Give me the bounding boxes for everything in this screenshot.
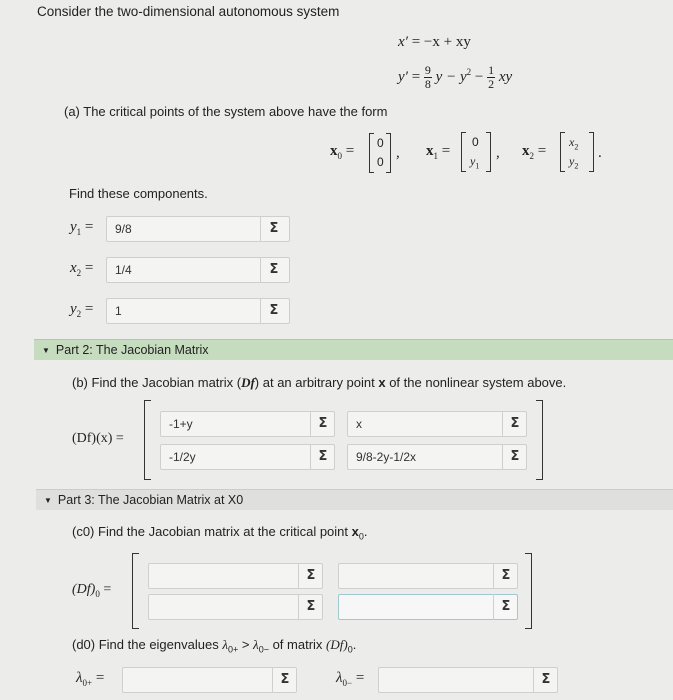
y2-sigma-icon[interactable]: Σ — [269, 303, 279, 318]
x2-comp-label: $x_2$ = — [70, 260, 94, 278]
y1-sigma-icon[interactable]: Σ — [269, 221, 279, 236]
matrix0-right-bracket — [525, 553, 532, 629]
caret-down-icon: ▼ — [44, 495, 52, 505]
part-a-prompt: (a) The critical points of the system above have the form — [64, 104, 388, 119]
x2-vec-top: $x_2$ — [569, 135, 579, 152]
x1-vec-bottom: $y_1$ — [470, 154, 480, 171]
part2-header[interactable]: ▼ Part 2: The Jacobian Matrix — [34, 339, 673, 360]
matrix-left-bracket — [144, 400, 151, 480]
jacobian0-cell-22[interactable] — [338, 594, 518, 620]
part3-d0-prompt: (d0) Find the eigenvalues $\lambda_{0+} > \lambda_{0-}$ of matrix $(Df)_0$. — [72, 637, 357, 655]
jacobian-cell-22[interactable]: 9/8-2y-1/2x — [347, 444, 527, 470]
x2-label: $x_2$ = — [522, 143, 547, 161]
c0-cell-22-sigma-icon[interactable]: Σ — [501, 599, 511, 614]
find-components-prompt: Find these components. — [69, 186, 208, 201]
y1-input[interactable]: 9/8 — [106, 216, 290, 242]
df0-label: $(Df)_0$ = — [72, 582, 112, 599]
jacobian0-cell-21[interactable] — [148, 594, 323, 620]
c0-cell-12-sigma-icon[interactable]: Σ — [501, 568, 511, 583]
jacobian-cell-21[interactable]: -1/2y — [160, 444, 335, 470]
y1-label: $y_1$ = — [70, 219, 94, 237]
jacobian0-cell-12[interactable] — [338, 563, 518, 589]
lambda-minus-label: $\lambda_{0-}$ = — [336, 670, 365, 688]
x1-vec-top: 0 — [472, 135, 479, 149]
jacobian0-cell-11[interactable] — [148, 563, 323, 589]
part2-prompt: (b) Find the Jacobian matrix (Df) at an arbitrary point x of the nonlinear system above. — [72, 375, 567, 390]
c0-cell-11-sigma-icon[interactable]: Σ — [306, 568, 316, 583]
x2-vec-bottom: $y_2$ — [569, 154, 579, 171]
part3-header[interactable]: ▼ Part 3: The Jacobian Matrix at X0 — [36, 489, 673, 510]
x1-label: $x_1$ = — [426, 143, 451, 161]
lambda-plus-input[interactable] — [122, 667, 297, 693]
x2-sigma-icon[interactable]: Σ — [269, 262, 279, 277]
lambda-plus-label: $\lambda_{0+}$ = — [76, 670, 105, 688]
cell-22-sigma-icon[interactable]: Σ — [510, 449, 520, 464]
critical-points-form: $x_0$ = 0 0 , $x_1$ = 0 $y_1$ , $x_2$ = $x_2$ $y_2$ . — [330, 130, 630, 180]
matrix0-left-bracket — [132, 553, 139, 629]
caret-down-icon: ▼ — [42, 345, 50, 355]
c0-cell-21-sigma-icon[interactable]: Σ — [306, 599, 316, 614]
jacobian-cell-11[interactable]: -1+y — [160, 411, 335, 437]
lambda-plus-sigma-icon[interactable]: Σ — [280, 672, 290, 687]
lambda-minus-input[interactable] — [378, 667, 558, 693]
part3-c0-prompt: (c0) Find the Jacobian matrix at the critical point $x_0$. — [72, 524, 368, 542]
x0-vec-top: 0 — [377, 136, 384, 150]
matrix-right-bracket — [536, 400, 543, 480]
x0-vec-bottom: 0 — [377, 155, 384, 169]
lambda-minus-sigma-icon[interactable]: Σ — [541, 672, 551, 687]
jacobian-cell-12[interactable]: x — [347, 411, 527, 437]
equation-1: x′ = −x + xy — [398, 34, 471, 50]
period: . — [598, 145, 602, 161]
y2-label: $y_2$ = — [70, 301, 94, 319]
intro-text: Consider the two-dimensional autonomous system — [37, 4, 340, 19]
cell-12-sigma-icon[interactable]: Σ — [510, 416, 520, 431]
cell-11-sigma-icon[interactable]: Σ — [318, 416, 328, 431]
x0-label: $x_0$ = — [330, 143, 355, 161]
x2-input[interactable]: 1/4 — [106, 257, 290, 283]
cell-21-sigma-icon[interactable]: Σ — [318, 449, 328, 464]
equation-2: y′ = $\frac{9}{8}$ $y - y^2$ − $\frac{1}{2}$ xy — [398, 63, 513, 91]
df-x-label: (Df)(x) = — [72, 431, 124, 446]
y2-input[interactable]: 1 — [106, 298, 290, 324]
